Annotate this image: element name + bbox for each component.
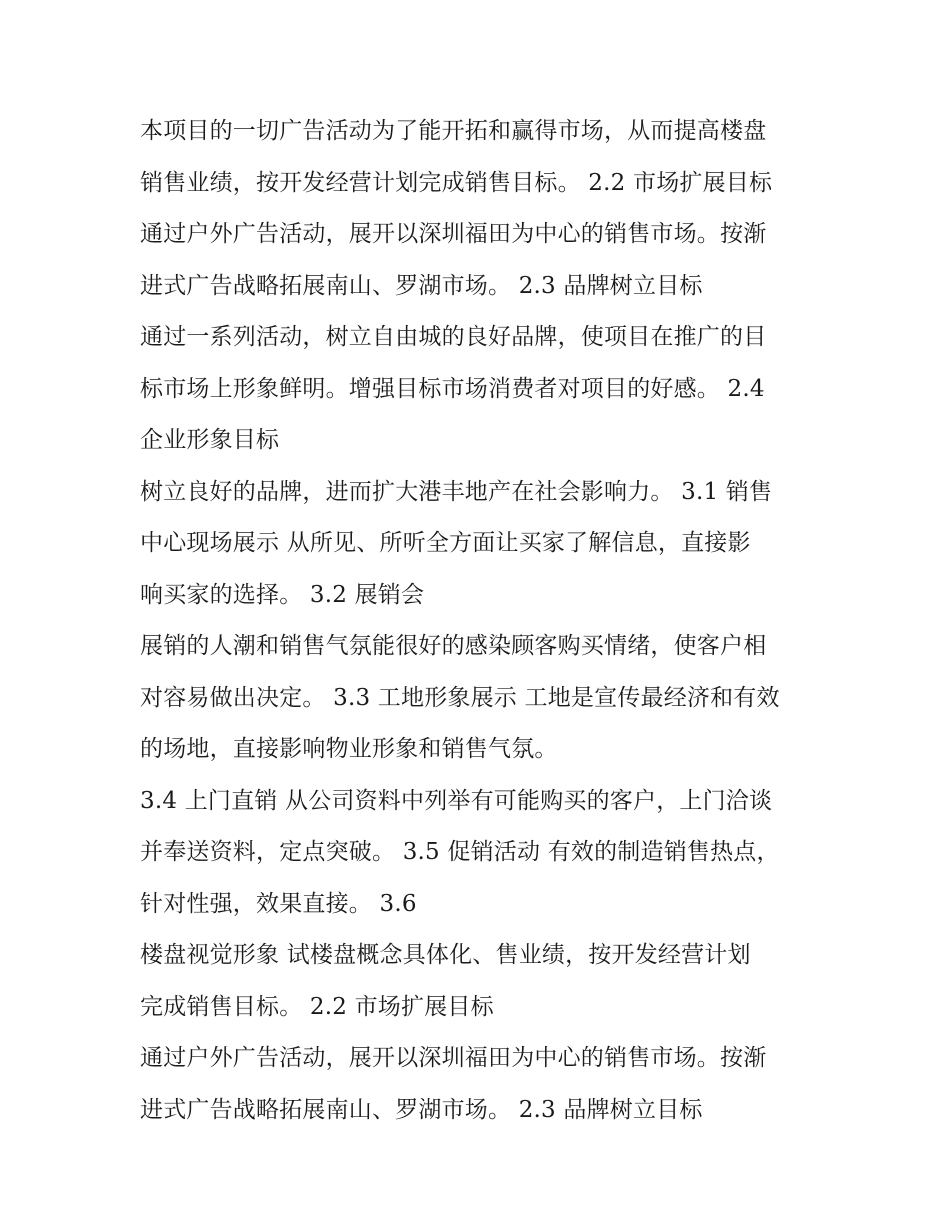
text-line: 通过一系列活动，树立自由城的良好品牌，使项目在推广的目	[140, 324, 767, 350]
text-line: 通过户外广告活动，展开以深圳福田为中心的销售市场。按渐	[140, 221, 767, 247]
text-line: 并奉送资料，定点突破。 3.5 促销活动 有效的制造销售热点，	[140, 839, 780, 865]
body-text	[140, 106, 830, 1136]
text-line: 进式广告战略拓展南山、罗湖市场。 2.3 品牌树立目标	[140, 272, 703, 299]
text-line: 完成销售目标。 2.2 市场扩展目标	[140, 993, 494, 1020]
text-line: 本项目的一切广告活动为了能开拓和赢得市场，从而提高楼盘	[140, 118, 767, 144]
text-line: 标市场上形象鲜明。增强目标市场消费者对项目的好感。 2.4	[140, 375, 765, 402]
text-line: 通过户外广告活动，展开以深圳福田为中心的销售市场。按渐	[140, 1045, 767, 1071]
text-line: 响买家的选择。 3.2 展销会	[140, 581, 425, 608]
text-line: 3.4 上门直销 从公司资料中列举有可能购买的客户，上门洽谈	[140, 787, 773, 814]
text-line: 企业形象目标	[140, 427, 280, 453]
text-line: 进式广告战略拓展南山、罗湖市场。 2.3 品牌树立目标	[140, 1096, 703, 1123]
text-line: 针对性强，效果直接。 3.6	[140, 890, 417, 917]
text-line: 的场地，直接影响物业形象和销售气氛。	[140, 736, 558, 762]
text-line: 中心现场展示 从所见、所听全方面让买家了解信息，直接影	[140, 530, 751, 556]
text-line: 楼盘视觉形象 试楼盘概念具体化、售业绩，按开发经营计划	[140, 942, 751, 968]
text-line: 销售业绩，按开发经营计划完成销售目标。 2.2 市场扩展目标	[140, 169, 773, 196]
text-line: 对容易做出决定。 3.3 工地形象展示 工地是宣传最经济和有效	[140, 684, 780, 711]
text-line: 树立良好的品牌，进而扩大港丰地产在社会影响力。 3.1 销售	[140, 478, 773, 505]
text-line: 展销的人潮和销售气氛能很好的感染顾客购买情绪，使客户相	[140, 633, 767, 659]
